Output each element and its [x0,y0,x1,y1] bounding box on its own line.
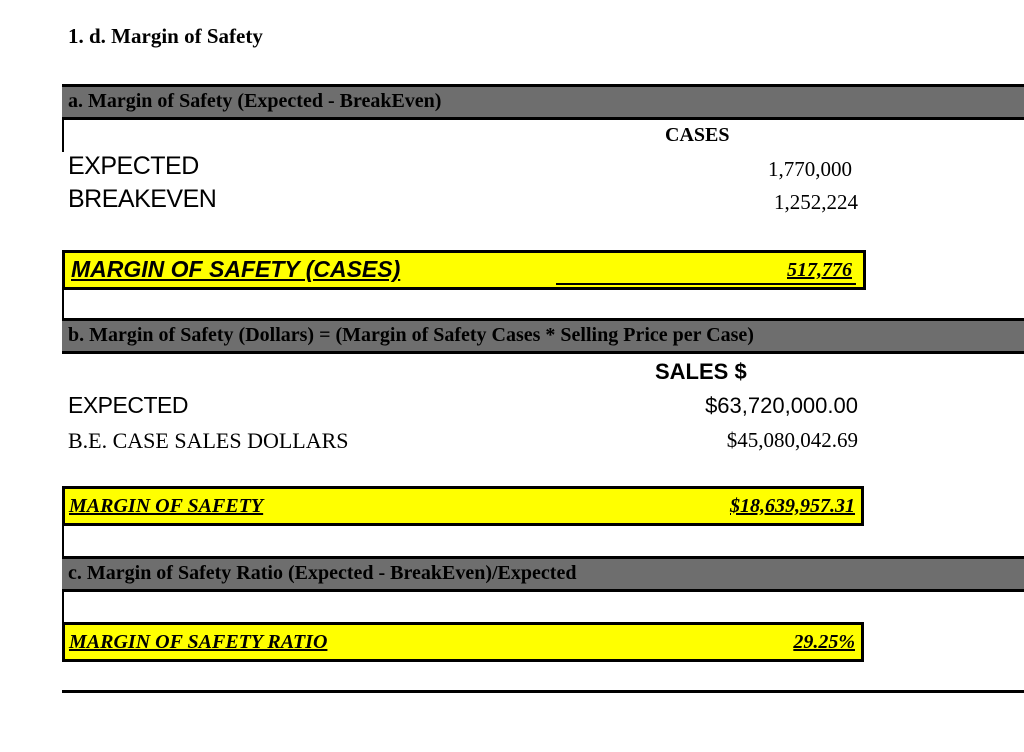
section-a-row-value: 1,252,224 [774,190,858,214]
margin-of-safety-cases-box [62,250,866,290]
page-title: 1. d. Margin of Safety [68,24,263,48]
margin-of-safety-ratio-value: 29.25% [793,631,855,653]
section-a-left-border [62,120,64,152]
margin-of-safety-dollars-box [62,486,864,526]
section-a-row-value: 1,770,000 [768,157,852,181]
section-b-header: b. Margin of Safety (Dollars) = (Margin of Safety Cases * Selling Price per Case) [68,324,754,346]
result-underline [556,283,856,285]
margin-of-safety-dollars-label: MARGIN OF SAFETY [69,495,264,517]
section-b-row-label: B.E. CASE SALES DOLLARS [68,428,349,453]
section-c-left-border [62,592,64,624]
section-c-header-bar [62,556,1024,592]
margin-of-safety-ratio-label: MARGIN OF SAFETY RATIO [69,631,328,653]
section-c-header: c. Margin of Safety Ratio (Expected - BreakEven)/Expected [68,562,577,584]
section-b-header-bar [62,318,1024,354]
margin-of-safety-cases-label: MARGIN OF SAFETY (CASES) [71,256,401,282]
bottom-rule [62,690,1024,693]
section-b-row-label: EXPECTED [68,392,188,418]
section-a-row-label: BREAKEVEN [68,185,217,213]
section-a-left-border-lower [62,290,64,320]
section-b-column-header: SALES $ [655,359,747,384]
section-a-header: a. Margin of Safety (Expected - BreakEven) [68,90,442,112]
margin-of-safety-cases-value: 517,776 [787,259,852,281]
margin-of-safety-dollars-value: $18,639,957.31 [730,495,855,517]
margin-of-safety-ratio-box [62,622,864,662]
section-a-row-label: EXPECTED [68,152,199,180]
section-b-left-border-lower [62,526,64,558]
section-a-column-header: CASES [665,124,730,146]
section-a-header-bar [62,84,1024,120]
section-b-row-value: $63,720,000.00 [705,393,858,418]
section-b-row-value: $45,080,042.69 [726,428,858,452]
